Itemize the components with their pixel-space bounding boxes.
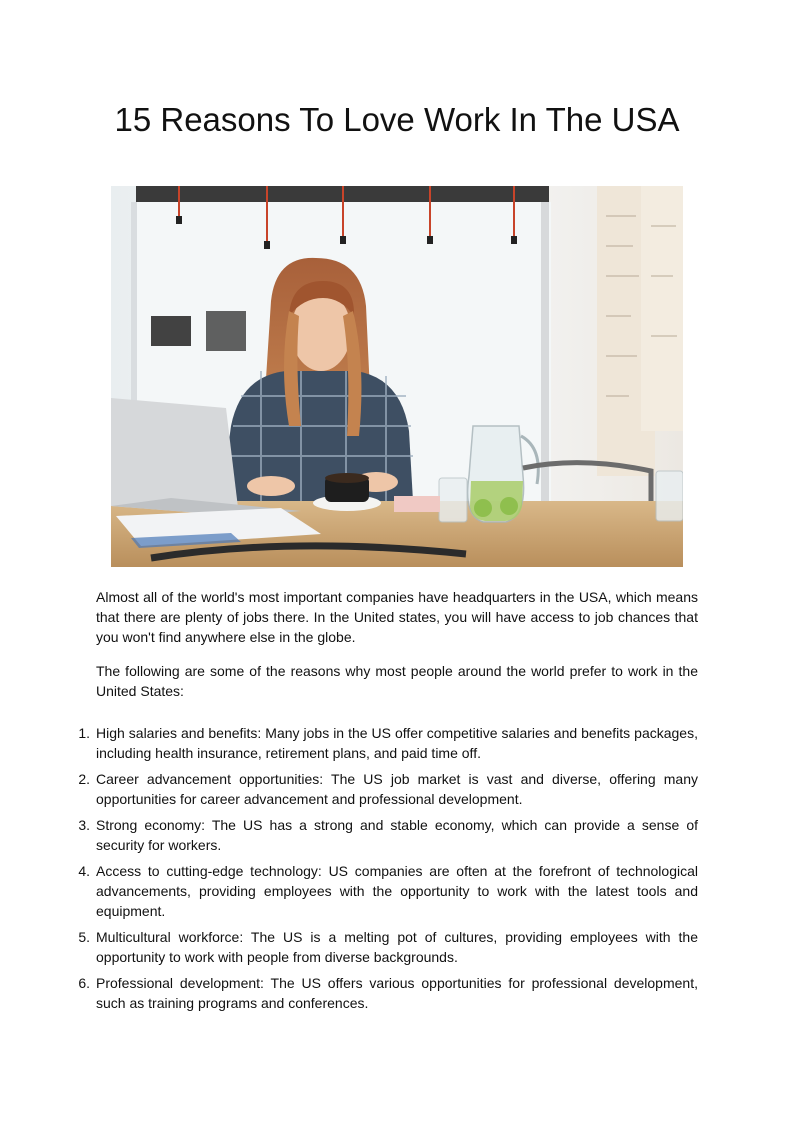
- list-item-number: 4.: [78, 863, 90, 879]
- hero-image: [111, 186, 683, 567]
- list-item-text: High salaries and benefits: Many jobs in the US offer competitive salaries and benefits packages, including health insurance, retirement plans, and paid time off.: [96, 725, 698, 761]
- list-item-number: 5.: [78, 929, 90, 945]
- list-item: [78, 927, 698, 967]
- list-item: [78, 815, 698, 855]
- hero-illustration: [111, 186, 683, 567]
- list-item: [78, 861, 698, 921]
- list-item: [78, 973, 698, 1013]
- list-item-number: 3.: [78, 817, 90, 833]
- list-item-text: Career advancement opportunities: The US job market is vast and diverse, offering many opportunities for career advancement and professional development.: [96, 771, 698, 807]
- list-item: [78, 723, 698, 763]
- intro-paragraph: Almost all of the world's most important companies have headquarters in the USA, which means that there are plenty of jobs there. In the United states, you will have access to job chances that you won't find anywhere else in the globe.: [96, 589, 698, 645]
- page-title: 15 Reasons To Love Work In The USA: [114, 101, 680, 138]
- list-item-text: Strong economy: The US has a strong and stable economy, which can provide a sense of security for workers.: [96, 817, 698, 853]
- list-item-number: 1.: [78, 725, 90, 741]
- intro-paragraph: The following are some of the reasons why most people around the world prefer to work in the United States:: [96, 663, 698, 699]
- list-item-number: 6.: [78, 975, 90, 991]
- list-item: [78, 769, 698, 809]
- list-item-text: Access to cutting-edge technology: US companies are often at the forefront of technological advancements, providing employees with the opportunity to work with the latest tools and equipment.: [96, 863, 698, 919]
- laptop: [111, 398, 239, 516]
- list-item-number: 2.: [78, 771, 90, 787]
- reasons-list: [78, 723, 698, 1013]
- article-body: [78, 587, 698, 1019]
- list-item-text: Multicultural workforce: The US is a melting pot of cultures, providing employees with the opportunity to work with people from diverse backgrounds.: [96, 929, 698, 965]
- list-item-text: Professional development: The US offers various opportunities for professional development, such as training programs and conferences.: [96, 975, 698, 1011]
- drinking-glass: [439, 478, 467, 522]
